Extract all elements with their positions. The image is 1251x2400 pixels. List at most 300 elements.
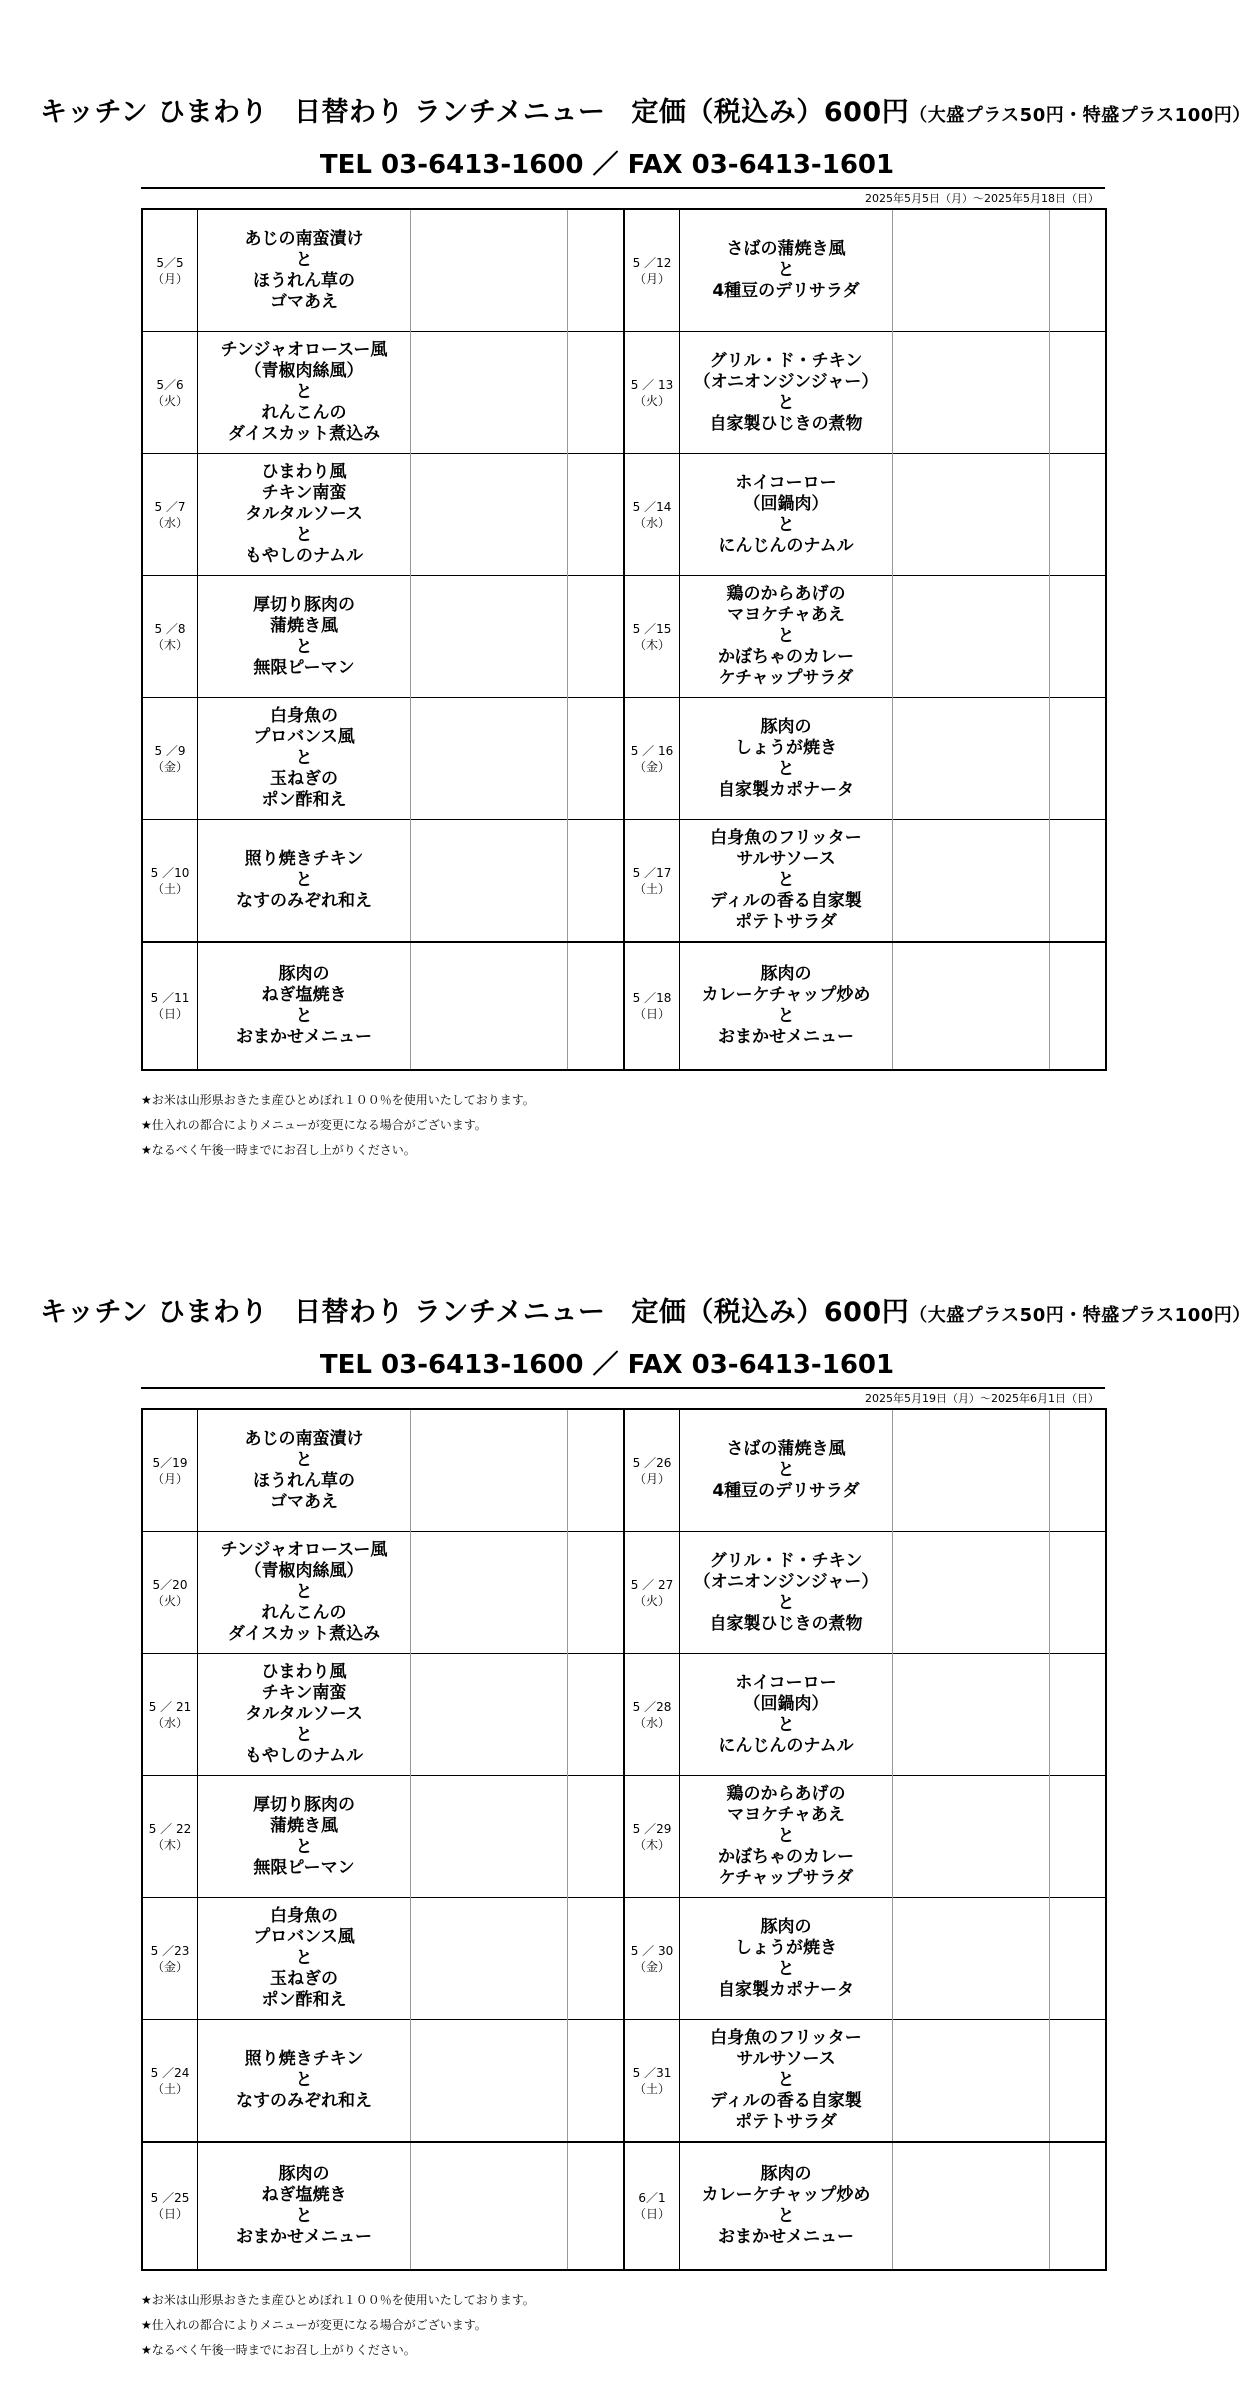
- date-line: （金）: [633, 759, 670, 774]
- date-line: （水）: [151, 1715, 188, 1730]
- right-blank-cell: [893, 209, 1050, 332]
- dish-line: と: [777, 1714, 795, 1735]
- right-date-cell: [624, 820, 680, 943]
- right-date-cell: [624, 2020, 680, 2143]
- right-dish-cell: [680, 209, 893, 332]
- date-line: 5 ／11: [150, 991, 190, 1005]
- price-extra: （大盛プラス50円・特盛プラス100円）: [909, 105, 1251, 126]
- dish-line: チキン南蛮: [261, 483, 347, 503]
- date-line: 5 ／18: [632, 991, 672, 1005]
- price-value: 600円: [823, 97, 910, 128]
- date-line: （月）: [633, 271, 670, 286]
- menu-type: 日替わり ランチメニュー: [294, 1297, 606, 1328]
- date-line: （木）: [151, 1837, 188, 1852]
- left-blank-cell-narrow: [568, 1532, 625, 1654]
- right-dish-cell: [680, 1776, 893, 1898]
- right-date-cell: [624, 332, 680, 454]
- right-blank-cell: [893, 1409, 1050, 1532]
- dish-line: ねぎ塩焼き: [261, 2185, 347, 2205]
- dish-line: と: [777, 2070, 795, 2090]
- dish-line: 照り焼きチキン: [244, 2049, 364, 2069]
- dish-line: おまかせメニュー: [718, 2227, 854, 2247]
- dish-line: 白身魚のフリッター: [710, 2028, 862, 2048]
- date-line: 5／19: [152, 1455, 188, 1470]
- date-line: （日）: [151, 1007, 188, 1021]
- left-dish-cell: [198, 942, 411, 1070]
- dish-line: 豚肉の: [760, 964, 812, 984]
- date-line: 5 ／ 27: [630, 1577, 674, 1592]
- right-blank-cell-narrow: [1050, 1532, 1107, 1654]
- left-date-cell: [142, 209, 198, 332]
- left-dish-cell: [198, 209, 411, 332]
- date-line: （火）: [151, 393, 188, 408]
- table-row: [142, 454, 1106, 576]
- dish-line: と: [777, 260, 795, 280]
- price-value: 600円: [823, 1297, 910, 1328]
- header-rule: [141, 187, 1105, 189]
- dish-line: と: [777, 1826, 795, 1846]
- date-line: （日）: [633, 2207, 670, 2221]
- date-line: 5 ／ 21: [148, 1699, 192, 1714]
- date-line: 5 ／24: [150, 2065, 190, 2080]
- right-blank-cell-narrow: [1050, 454, 1107, 576]
- dish-line: と: [777, 1460, 795, 1480]
- dish-line: と: [295, 1948, 313, 1968]
- date-line: （金）: [151, 1959, 188, 1974]
- left-blank-cell: [411, 820, 568, 943]
- dish-line: と: [777, 514, 795, 535]
- right-blank-cell: [893, 1532, 1050, 1654]
- table-row: [142, 820, 1106, 943]
- right-blank-cell: [893, 576, 1050, 698]
- dish-line: ポン酢和え: [261, 1990, 347, 2010]
- dish-line: 無限ピーマン: [253, 1857, 355, 1878]
- period-range: 2025年5月19日（月）～2025年6月1日（日）: [865, 1392, 1099, 1405]
- dish-line: ねぎ塩焼き: [261, 985, 347, 1005]
- right-dish-cell: [680, 820, 893, 943]
- left-date-cell: [142, 332, 198, 454]
- date-line: 5 ／29: [632, 1821, 672, 1836]
- dish-line: れんこんの: [261, 403, 347, 423]
- left-blank-cell: [411, 576, 568, 698]
- dish-line: 豚肉の: [760, 2164, 812, 2184]
- dish-line: と: [295, 2070, 313, 2090]
- dish-line: かぼちゃのカレー: [718, 647, 854, 667]
- table-row: [142, 1654, 1106, 1776]
- right-date-cell: [624, 942, 680, 1070]
- date-line: （日）: [151, 2207, 188, 2221]
- table-row: [142, 209, 1106, 332]
- left-dish-cell: [198, 2020, 411, 2143]
- date-line: （月）: [151, 1471, 188, 1486]
- right-blank-cell-narrow: [1050, 1654, 1107, 1776]
- date-line: （水）: [633, 515, 670, 530]
- dish-line: ポテトサラダ: [735, 2112, 837, 2132]
- dish-line: チキン南蛮: [261, 1683, 347, 1703]
- dish-line: ポテトサラダ: [735, 912, 837, 932]
- dish-line: プロバンス風: [253, 727, 355, 747]
- date-line: 5 ／31: [632, 2065, 672, 2080]
- left-blank-cell: [411, 1898, 568, 2020]
- dish-line: にんじんのナムル: [718, 535, 854, 556]
- price-label: 定価（税込み）: [631, 97, 824, 128]
- dish-line: 自家製カポナータ: [718, 1979, 854, 2000]
- left-date-cell: [142, 1532, 198, 1654]
- dish-line: ポン酢和え: [261, 790, 347, 810]
- left-date-cell: [142, 454, 198, 576]
- left-blank-cell: [411, 698, 568, 820]
- left-date-cell: [142, 2020, 198, 2143]
- dish-line: にんじんのナムル: [718, 1735, 854, 1756]
- table-row: [142, 1409, 1106, 1532]
- dish-line: おまかせメニュー: [236, 2227, 372, 2247]
- dish-line: ゴマあえ: [270, 1491, 338, 1512]
- dish-line: 蒲焼き風: [270, 1815, 338, 1836]
- note-item: ★なるべく午後一時までにお召し上がりください。: [141, 2343, 416, 2357]
- date-line: 5 ／14: [632, 499, 672, 514]
- dish-line: おまかせメニュー: [718, 1027, 854, 1047]
- left-blank-cell-narrow: [568, 576, 625, 698]
- date-line: （火）: [633, 393, 670, 408]
- left-dish-cell: [198, 332, 411, 454]
- note-item: ★なるべく午後一時までにお召し上がりください。: [141, 1143, 416, 1157]
- table-row: [142, 1898, 1106, 2020]
- dish-line: なすのみぞれ和え: [236, 891, 372, 911]
- right-dish-cell: [680, 454, 893, 576]
- dish-line: （オニオンジンジャー）: [693, 1571, 879, 1592]
- right-blank-cell: [893, 942, 1050, 1070]
- left-dish-cell: [198, 820, 411, 943]
- table-row: [142, 1532, 1106, 1654]
- right-blank-cell: [893, 1654, 1050, 1776]
- right-blank-cell: [893, 2142, 1050, 2270]
- date-line: （月）: [633, 1471, 670, 1486]
- left-blank-cell: [411, 942, 568, 1070]
- dish-line: 鶏のからあげの: [726, 1784, 846, 1804]
- date-line: （水）: [151, 515, 188, 530]
- menu-sheet-2: [0, 1200, 1251, 2400]
- date-line: （土）: [151, 2081, 188, 2096]
- shop-name: キッチン ひまわり: [40, 1297, 269, 1328]
- price-extra: （大盛プラス50円・特盛プラス100円）: [909, 1305, 1251, 1326]
- right-blank-cell-narrow: [1050, 2020, 1107, 2143]
- right-dish-cell: [680, 942, 893, 1070]
- left-blank-cell-narrow: [568, 942, 625, 1070]
- right-date-cell: [624, 1898, 680, 2020]
- table-row: [142, 2020, 1106, 2143]
- shop-name: キッチン ひまわり: [40, 97, 269, 128]
- date-line: （水）: [633, 1715, 670, 1730]
- dish-line: 鶏のからあげの: [726, 584, 846, 604]
- dish-line: タルタルソース: [245, 504, 363, 524]
- dish-line: と: [295, 748, 313, 768]
- date-line: 5 ／23: [150, 1943, 190, 1958]
- date-line: （木）: [151, 637, 188, 652]
- notes-list: [141, 1088, 535, 1163]
- dish-line: と: [295, 2206, 313, 2226]
- left-blank-cell: [411, 1654, 568, 1776]
- dish-line: マヨケチャあえ: [727, 1805, 845, 1825]
- dish-line: ディルの香る自家製: [710, 2091, 862, 2111]
- note-item: ★お米は山形県おきたま産ひとめぼれ１００％を使用いたしております。: [141, 1093, 535, 1107]
- dish-line: もやしのナムル: [244, 546, 364, 566]
- date-line: 5 ／ 30: [630, 1943, 674, 1958]
- dish-line: ゴマあえ: [270, 291, 338, 312]
- left-blank-cell-narrow: [568, 454, 625, 576]
- dish-line: ホイコーロー: [735, 472, 837, 493]
- dish-line: と: [295, 870, 313, 890]
- dish-line: 白身魚の: [270, 1906, 338, 1926]
- right-blank-cell: [893, 2020, 1050, 2143]
- right-date-cell: [624, 576, 680, 698]
- dish-line: れんこんの: [261, 1603, 347, 1623]
- left-blank-cell-narrow: [568, 1898, 625, 2020]
- right-dish-cell: [680, 576, 893, 698]
- left-dish-cell: [198, 2142, 411, 2270]
- right-dish-cell: [680, 332, 893, 454]
- date-line: （土）: [151, 881, 188, 896]
- dish-line: マヨケチャあえ: [727, 605, 845, 625]
- left-blank-cell: [411, 1776, 568, 1898]
- right-date-cell: [624, 2142, 680, 2270]
- left-date-cell: [142, 942, 198, 1070]
- tel-fax: TEL 03-6413-1600 ／ FAX 03-6413-1601: [319, 150, 895, 180]
- dish-line: と: [295, 1582, 313, 1602]
- right-blank-cell-narrow: [1050, 2142, 1107, 2270]
- date-line: 5 ／25: [150, 2191, 190, 2205]
- dish-line: 豚肉の: [760, 1916, 812, 1937]
- date-line: （月）: [151, 271, 188, 286]
- right-blank-cell: [893, 820, 1050, 943]
- left-blank-cell: [411, 209, 568, 332]
- left-dish-cell: [198, 698, 411, 820]
- dish-line: チンジャオロースー風: [220, 1540, 388, 1560]
- right-date-cell: [624, 1409, 680, 1532]
- dish-line: 白身魚のフリッター: [710, 828, 862, 848]
- right-blank-cell: [893, 698, 1050, 820]
- dish-line: と: [777, 870, 795, 890]
- left-blank-cell-narrow: [568, 209, 625, 332]
- right-blank-cell-narrow: [1050, 576, 1107, 698]
- date-line: （火）: [633, 1593, 670, 1608]
- dish-line: あじの南蛮漬け: [244, 1428, 364, 1449]
- left-date-cell: [142, 698, 198, 820]
- right-blank-cell: [893, 332, 1050, 454]
- dish-line: さばの蒲焼き風: [726, 239, 846, 259]
- dish-line: カレーケチャップ炒め: [701, 2185, 871, 2205]
- right-dish-cell: [680, 1898, 893, 2020]
- date-line: 5／20: [152, 1577, 188, 1592]
- dish-line: あじの南蛮漬け: [244, 228, 364, 249]
- note-item: ★仕入れの都合によりメニューが変更になる場合がございます。: [141, 2318, 487, 2332]
- date-line: 5 ／28: [632, 1699, 672, 1714]
- right-dish-cell: [680, 1532, 893, 1654]
- dish-line: と: [295, 1836, 313, 1857]
- right-blank-cell-narrow: [1050, 332, 1107, 454]
- dish-line: 自家製ひじきの煮物: [709, 1613, 863, 1634]
- dish-line: カレーケチャップ炒め: [701, 985, 871, 1005]
- dish-line: サルサソース: [736, 849, 836, 869]
- date-line: 5 ／15: [632, 621, 672, 636]
- left-blank-cell-narrow: [568, 1654, 625, 1776]
- dish-line: ダイスカット煮込み: [227, 424, 381, 444]
- dish-line: （回鍋肉）: [743, 493, 829, 514]
- date-line: （日）: [633, 1007, 670, 1021]
- dish-line: 自家製カポナータ: [718, 779, 854, 800]
- left-date-cell: [142, 1776, 198, 1898]
- dish-line: と: [777, 1006, 795, 1026]
- dish-line: （青椒肉絲風）: [244, 1561, 364, 1581]
- dish-line: 無限ピーマン: [253, 657, 355, 678]
- date-line: 5 ／8: [154, 621, 186, 636]
- left-date-cell: [142, 576, 198, 698]
- date-line: 5 ／ 13: [630, 377, 674, 392]
- right-blank-cell: [893, 1776, 1050, 1898]
- left-blank-cell-narrow: [568, 698, 625, 820]
- dish-line: しょうが焼き: [735, 737, 837, 758]
- menu-table: [141, 1408, 1107, 2271]
- dish-line: おまかせメニュー: [236, 1027, 372, 1047]
- dish-line: グリル・ド・チキン: [709, 1550, 863, 1571]
- date-line: 5 ／17: [632, 865, 672, 880]
- date-line: 5／6: [156, 377, 184, 392]
- right-blank-cell: [893, 454, 1050, 576]
- table-row: [142, 576, 1106, 698]
- menu-type: 日替わり ランチメニュー: [294, 97, 606, 128]
- table-row: [142, 2142, 1106, 2270]
- left-date-cell: [142, 820, 198, 943]
- dish-line: 照り焼きチキン: [244, 849, 364, 869]
- right-blank-cell-narrow: [1050, 820, 1107, 943]
- dish-line: と: [777, 1592, 795, 1613]
- date-line: 5 ／26: [632, 1455, 672, 1470]
- date-line: 5 ／12: [632, 255, 672, 270]
- right-date-cell: [624, 1776, 680, 1898]
- dish-line: と: [295, 382, 313, 402]
- dish-line: ダイスカット煮込み: [227, 1624, 381, 1644]
- left-blank-cell-narrow: [568, 332, 625, 454]
- note-item: ★お米は山形県おきたま産ひとめぼれ１００％を使用いたしております。: [141, 2293, 535, 2307]
- right-blank-cell: [893, 1898, 1050, 2020]
- dish-line: と: [777, 758, 795, 779]
- right-dish-cell: [680, 2142, 893, 2270]
- page-title: [40, 90, 1251, 129]
- dish-line: （青椒肉絲風）: [244, 361, 364, 381]
- right-date-cell: [624, 454, 680, 576]
- right-blank-cell-narrow: [1050, 1409, 1107, 1532]
- dish-line: と: [295, 1006, 313, 1026]
- dish-line: 厚切り豚肉の: [253, 1794, 355, 1815]
- left-blank-cell: [411, 454, 568, 576]
- left-dish-cell: [198, 1898, 411, 2020]
- dish-line: サルサソース: [736, 2049, 836, 2069]
- table-row: [142, 1776, 1106, 1898]
- note-item: ★仕入れの都合によりメニューが変更になる場合がございます。: [141, 1118, 487, 1132]
- date-line: （土）: [633, 2081, 670, 2096]
- dish-line: と: [295, 249, 313, 270]
- dish-line: と: [777, 1958, 795, 1979]
- table-row: [142, 332, 1106, 454]
- table-row: [142, 698, 1106, 820]
- dish-line: 4種豆のデリサラダ: [712, 281, 860, 301]
- left-blank-cell: [411, 2020, 568, 2143]
- dish-line: ホイコーロー: [735, 1672, 837, 1693]
- left-date-cell: [142, 1409, 198, 1532]
- dish-line: ディルの香る自家製: [710, 891, 862, 911]
- dish-line: グリル・ド・チキン: [709, 350, 863, 371]
- notes-list: [141, 2288, 535, 2363]
- dish-line: と: [295, 636, 313, 657]
- dish-line: ケチャップサラダ: [718, 668, 854, 688]
- left-date-cell: [142, 2142, 198, 2270]
- dish-line: ひまわり風: [261, 462, 347, 482]
- left-blank-cell: [411, 1532, 568, 1654]
- date-line: 5 ／10: [150, 865, 190, 880]
- left-blank-cell-narrow: [568, 820, 625, 943]
- dish-line: 豚肉の: [760, 716, 812, 737]
- left-date-cell: [142, 1898, 198, 2020]
- dish-line: ひまわり風: [261, 1662, 347, 1682]
- dish-line: 4種豆のデリサラダ: [712, 1481, 860, 1501]
- dish-line: と: [777, 2206, 795, 2226]
- date-line: 6／1: [638, 2191, 666, 2205]
- dish-line: 玉ねぎの: [270, 769, 338, 789]
- right-date-cell: [624, 1532, 680, 1654]
- dish-line: なすのみぞれ和え: [236, 2091, 372, 2111]
- dish-line: 蒲焼き風: [270, 615, 338, 636]
- date-line: 5 ／ 16: [630, 743, 674, 758]
- dish-line: 自家製ひじきの煮物: [709, 413, 863, 434]
- menu-table: [141, 208, 1107, 1071]
- right-blank-cell-narrow: [1050, 698, 1107, 820]
- left-dish-cell: [198, 454, 411, 576]
- dish-line: チンジャオロースー風: [220, 340, 388, 360]
- tel-fax: TEL 03-6413-1600 ／ FAX 03-6413-1601: [319, 1350, 895, 1380]
- dish-line: （オニオンジンジャー）: [693, 371, 879, 392]
- left-blank-cell: [411, 332, 568, 454]
- dish-line: と: [777, 392, 795, 413]
- right-blank-cell-narrow: [1050, 942, 1107, 1070]
- dish-line: 白身魚の: [270, 706, 338, 726]
- left-dish-cell: [198, 1409, 411, 1532]
- right-dish-cell: [680, 2020, 893, 2143]
- dish-line: 豚肉の: [278, 2164, 330, 2184]
- right-dish-cell: [680, 1654, 893, 1776]
- left-dish-cell: [198, 576, 411, 698]
- dish-line: ケチャップサラダ: [718, 1868, 854, 1888]
- dish-line: さばの蒲焼き風: [726, 1439, 846, 1459]
- right-dish-cell: [680, 1409, 893, 1532]
- left-dish-cell: [198, 1532, 411, 1654]
- right-date-cell: [624, 1654, 680, 1776]
- date-line: 5 ／7: [154, 499, 186, 514]
- dish-line: 玉ねぎの: [270, 1969, 338, 1989]
- left-date-cell: [142, 1654, 198, 1776]
- date-line: 5 ／ 22: [148, 1821, 192, 1836]
- date-line: （木）: [633, 637, 670, 652]
- left-dish-cell: [198, 1776, 411, 1898]
- dish-line: （回鍋肉）: [743, 1693, 829, 1714]
- dish-line: ほうれん草の: [253, 270, 355, 291]
- date-line: （金）: [151, 759, 188, 774]
- table-row: [142, 942, 1106, 1070]
- period-range: 2025年5月5日（月）～2025年5月18日（日）: [865, 192, 1099, 205]
- left-blank-cell-narrow: [568, 2020, 625, 2143]
- date-line: （金）: [633, 1959, 670, 1974]
- dish-line: タルタルソース: [245, 1704, 363, 1724]
- dish-line: 厚切り豚肉の: [253, 594, 355, 615]
- dish-line: プロバンス風: [253, 1927, 355, 1947]
